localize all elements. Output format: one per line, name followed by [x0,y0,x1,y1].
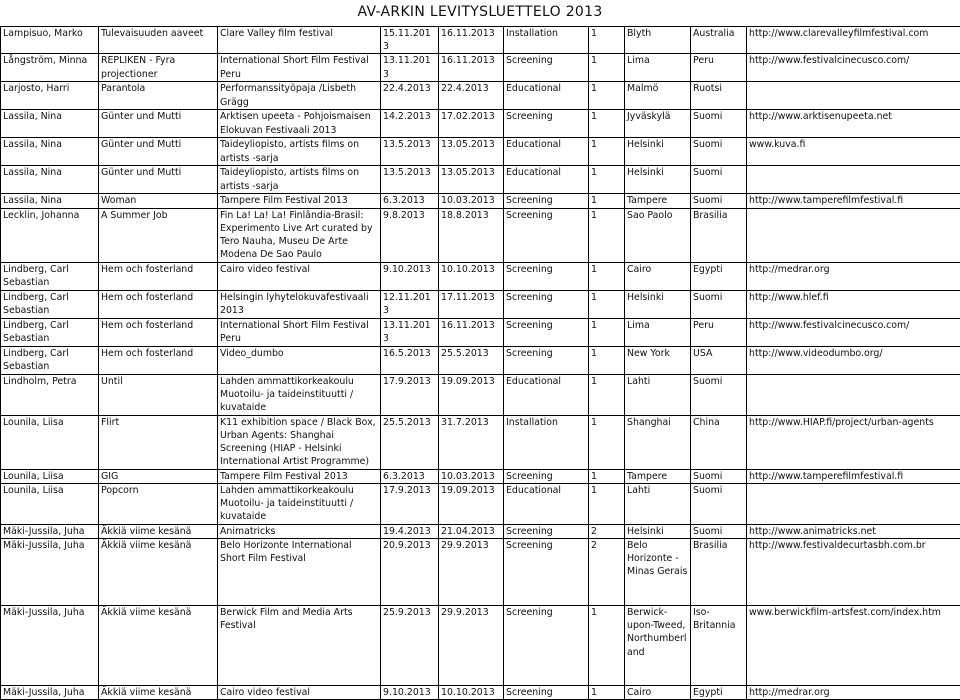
table-row [1,194,960,208]
table-row [1,82,960,110]
cell-end-date: 13.05.2013 [439,138,504,166]
cell-type: Screening [504,469,589,483]
table-row [1,606,960,686]
cell-country: China [691,415,747,469]
cell-count: 1 [589,194,625,208]
cell-artist: Lassila, Nina [1,138,99,166]
cell-end-date: 29.9.2013 [439,606,504,686]
cell-count: 1 [589,415,625,469]
cell-type: Screening [504,262,589,290]
table-row [1,290,960,318]
cell-artist: Lecklin, Johanna [1,208,99,262]
cell-artist: Lindberg, Carl Sebastian [1,290,99,318]
cell-venue: Lahden ammattikorkeakoulu Muotoilu- ja taideinstituutti / kuvataide [218,483,381,524]
cell-type: Screening [504,686,589,700]
cell-country: Iso-Britannia [691,606,747,686]
cell-count: 2 [589,524,625,538]
cell-artist: Lassila, Nina [1,110,99,138]
cell-start-date: 9.8.2013 [381,208,439,262]
cell-venue: K11 exhibition space / Black Box, Urban Agents: Shanghai Screening (HIAP - Helsinki International Artist Programme) [218,415,381,469]
cell-artist: Lindberg, Carl Sebastian [1,346,99,374]
cell-work: Tulevaisuuden aaveet [99,27,218,54]
cell-venue: Performanssityöpaja /Lisbeth Grägg [218,82,381,110]
cell-count: 1 [589,27,625,54]
cell-url: http://www.videodumbo.org/ [747,346,960,374]
cell-count: 1 [589,208,625,262]
cell-url [747,483,960,524]
cell-url: http://www.festivalcinecusco.com/ [747,54,960,82]
cell-venue: Video_dumbo [218,346,381,374]
cell-count: 1 [589,374,625,415]
cell-work: Parantola [99,82,218,110]
cell-end-date: 29.9.2013 [439,539,504,606]
cell-country: Suomi [691,194,747,208]
cell-country: Brasilia [691,539,747,606]
cell-city: Tampere [625,469,691,483]
cell-url [747,82,960,110]
cell-type: Educational [504,166,589,194]
cell-country: Peru [691,54,747,82]
cell-end-date: 16.11.2013 [439,54,504,82]
cell-start-date: 6.3.2013 [381,194,439,208]
cell-work: Until [99,374,218,415]
cell-city: Blyth [625,27,691,54]
cell-city: Lima [625,54,691,82]
cell-type: Screening [504,194,589,208]
cell-country: Suomi [691,110,747,138]
cell-start-date: 13.11.2013 [381,318,439,346]
cell-city: Lahti [625,483,691,524]
cell-url: http://www.HIAP.fi/project/urban-agents [747,415,960,469]
cell-start-date: 15.11.2013 [381,27,439,54]
cell-artist: Mäki-Jussila, Juha [1,686,99,700]
cell-type: Installation [504,27,589,54]
cell-artist: Larjosto, Harri [1,82,99,110]
cell-url: www.berwickfilm-artsfest.com/index.htm [747,606,960,686]
cell-country: USA [691,346,747,374]
cell-city: Malmö [625,82,691,110]
cell-venue: Helsingin lyhytelokuvafestivaali 2013 [218,290,381,318]
cell-artist: Mäki-Jussila, Juha [1,539,99,606]
cell-city: Helsinki [625,290,691,318]
distribution-table [0,26,960,700]
cell-type: Screening [504,290,589,318]
cell-end-date: 10.10.2013 [439,262,504,290]
cell-count: 1 [589,318,625,346]
cell-country: Peru [691,318,747,346]
table-row [1,166,960,194]
cell-type: Screening [504,318,589,346]
cell-url [747,166,960,194]
cell-end-date: 18.8.2013 [439,208,504,262]
cell-count: 1 [589,469,625,483]
cell-country: Brasilia [691,208,747,262]
cell-type: Educational [504,138,589,166]
cell-artist: Lounila, Liisa [1,415,99,469]
cell-count: 1 [589,166,625,194]
cell-start-date: 6.3.2013 [381,469,439,483]
cell-artist: Lampisuo, Marko [1,27,99,54]
cell-type: Educational [504,374,589,415]
table-row [1,539,960,606]
cell-count: 1 [589,54,625,82]
cell-city: Cairo [625,262,691,290]
cell-start-date: 20.9.2013 [381,539,439,606]
cell-country: Australia [691,27,747,54]
cell-type: Screening [504,110,589,138]
cell-artist: Mäki-Jussila, Juha [1,606,99,686]
table-row [1,374,960,415]
cell-city: Cairo [625,686,691,700]
cell-count: 1 [589,82,625,110]
cell-city: Lima [625,318,691,346]
cell-end-date: 19.09.2013 [439,374,504,415]
cell-end-date: 16.11.2013 [439,318,504,346]
cell-venue: Belo Horizonte International Short Film Festival [218,539,381,606]
cell-end-date: 16.11.2013 [439,27,504,54]
cell-work: Woman [99,194,218,208]
cell-url: http://www.tamperefilmfestival.fi [747,469,960,483]
cell-type: Educational [504,82,589,110]
cell-url [747,374,960,415]
cell-artist: Lindberg, Carl Sebastian [1,262,99,290]
cell-country: Suomi [691,483,747,524]
cell-end-date: 19.09.2013 [439,483,504,524]
cell-work: Günter und Mutti [99,166,218,194]
cell-work: Hem och fosterland [99,290,218,318]
cell-artist: Lounila, Liisa [1,469,99,483]
cell-work: GIG [99,469,218,483]
table-row [1,318,960,346]
cell-work: Flirt [99,415,218,469]
cell-venue: Animatricks [218,524,381,538]
cell-artist: Lindholm, Petra [1,374,99,415]
cell-start-date: 13.5.2013 [381,138,439,166]
cell-start-date: 14.2.2013 [381,110,439,138]
cell-start-date: 9.10.2013 [381,262,439,290]
cell-count: 1 [589,138,625,166]
cell-venue: Tampere Film Festival 2013 [218,469,381,483]
cell-artist: Lassila, Nina [1,194,99,208]
cell-end-date: 17.11.2013 [439,290,504,318]
table-row [1,27,960,54]
cell-work: Äkkiä viime kesänä [99,524,218,538]
cell-type: Screening [504,54,589,82]
cell-url: http://medrar.org [747,262,960,290]
cell-type: Screening [504,539,589,606]
cell-work: Günter und Mutti [99,110,218,138]
table-row [1,110,960,138]
cell-work: Hem och fosterland [99,262,218,290]
cell-work: Äkkiä viime kesänä [99,539,218,606]
cell-work: Popcorn [99,483,218,524]
cell-start-date: 25.9.2013 [381,606,439,686]
cell-start-date: 25.5.2013 [381,415,439,469]
cell-venue: Taideyliopisto, artists films on artists -sarja [218,166,381,194]
cell-start-date: 13.5.2013 [381,166,439,194]
cell-count: 1 [589,290,625,318]
cell-start-date: 16.5.2013 [381,346,439,374]
page-title: AV-ARKIN LEVITYSLUETTELO 2013 [0,0,960,26]
table-row [1,54,960,82]
cell-venue: Tampere Film Festival 2013 [218,194,381,208]
cell-start-date: 9.10.2013 [381,686,439,700]
cell-end-date: 21.04.2013 [439,524,504,538]
cell-type: Screening [504,524,589,538]
cell-venue: Cairo video festival [218,686,381,700]
cell-venue: Taideyliopisto, artists films on artists -sarja [218,138,381,166]
cell-artist: Långström, Minna [1,54,99,82]
cell-start-date: 13.11.2013 [381,54,439,82]
table-row [1,686,960,700]
cell-artist: Lassila, Nina [1,166,99,194]
table-row [1,524,960,538]
cell-country: Egypti [691,262,747,290]
cell-city: Tampere [625,194,691,208]
cell-end-date: 22.4.2013 [439,82,504,110]
table-row [1,262,960,290]
cell-city: Berwick-upon-Tweed, Northumberl and [625,606,691,686]
cell-end-date: 25.5.2013 [439,346,504,374]
cell-count: 1 [589,262,625,290]
cell-url: www.kuva.fi [747,138,960,166]
cell-city: Shanghai [625,415,691,469]
cell-work: A Summer Job [99,208,218,262]
cell-count: 1 [589,110,625,138]
cell-country: Suomi [691,524,747,538]
cell-city: New York [625,346,691,374]
cell-url: http://www.clarevalleyfilmfestival.com [747,27,960,54]
cell-venue: International Short Film Festival Peru [218,54,381,82]
cell-city: Lahti [625,374,691,415]
cell-count: 1 [589,686,625,700]
cell-url: http://www.arktisenupeeta.net [747,110,960,138]
cell-city: Belo Horizonte - Minas Gerais [625,539,691,606]
cell-start-date: 17.9.2013 [381,483,439,524]
cell-country: Suomi [691,469,747,483]
table-row [1,208,960,262]
cell-city: Helsinki [625,166,691,194]
cell-end-date: 10.10.2013 [439,686,504,700]
cell-venue: Fin La! La! La! Finlândia-Brasil: Experimento Live Art curated by Tero Nauha, Museu De Arte Modena De Sao Paulo [218,208,381,262]
cell-work: Äkkiä viime kesänä [99,686,218,700]
cell-url: http://www.tamperefilmfestival.fi [747,194,960,208]
cell-work: Hem och fosterland [99,346,218,374]
cell-url: http://www.festivalcinecusco.com/ [747,318,960,346]
cell-artist: Mäki-Jussila, Juha [1,524,99,538]
cell-work: Äkkiä viime kesänä [99,606,218,686]
cell-url [747,208,960,262]
cell-venue: Clare Valley film festival [218,27,381,54]
cell-country: Ruotsi [691,82,747,110]
cell-city: Jyväskylä [625,110,691,138]
cell-type: Installation [504,415,589,469]
cell-country: Suomi [691,166,747,194]
cell-end-date: 13.05.2013 [439,166,504,194]
cell-start-date: 22.4.2013 [381,82,439,110]
cell-venue: Arktisen upeeta - Pohjoismaisen Elokuvan Festivaali 2013 [218,110,381,138]
table-row [1,138,960,166]
cell-country: Suomi [691,290,747,318]
cell-type: Screening [504,208,589,262]
cell-url: http://medrar.org [747,686,960,700]
table-row [1,469,960,483]
table-row [1,415,960,469]
cell-work: Günter und Mutti [99,138,218,166]
cell-type: Screening [504,606,589,686]
cell-url: http://www.festivaldecurtasbh.com.br [747,539,960,606]
cell-count: 1 [589,606,625,686]
cell-count: 1 [589,483,625,524]
cell-city: Helsinki [625,524,691,538]
cell-venue: Berwick Film and Media Arts Festival [218,606,381,686]
cell-work: Hem och fosterland [99,318,218,346]
cell-country: Egypti [691,686,747,700]
cell-url: http://www.hlef.fi [747,290,960,318]
cell-type: Screening [504,346,589,374]
cell-start-date: 19.4.2013 [381,524,439,538]
cell-venue: International Short Film Festival Peru [218,318,381,346]
cell-type: Educational [504,483,589,524]
cell-count: 1 [589,346,625,374]
cell-end-date: 17.02.2013 [439,110,504,138]
cell-start-date: 12.11.2013 [381,290,439,318]
cell-end-date: 31.7.2013 [439,415,504,469]
cell-count: 2 [589,539,625,606]
cell-city: Sao Paolo [625,208,691,262]
cell-artist: Lounila, Liisa [1,483,99,524]
cell-end-date: 10.03.2013 [439,469,504,483]
cell-artist: Lindberg, Carl Sebastian [1,318,99,346]
cell-work: REPLIKEN - Fyra projectioner [99,54,218,82]
table-row [1,483,960,524]
cell-country: Suomi [691,374,747,415]
cell-end-date: 10.03.2013 [439,194,504,208]
cell-venue: Lahden ammattikorkeakoulu Muotoilu- ja taideinstituutti / kuvataide [218,374,381,415]
table-row [1,346,960,374]
cell-venue: Cairo video festival [218,262,381,290]
cell-start-date: 17.9.2013 [381,374,439,415]
cell-city: Helsinki [625,138,691,166]
cell-country: Suomi [691,138,747,166]
cell-url: http://www.animatricks.net [747,524,960,538]
